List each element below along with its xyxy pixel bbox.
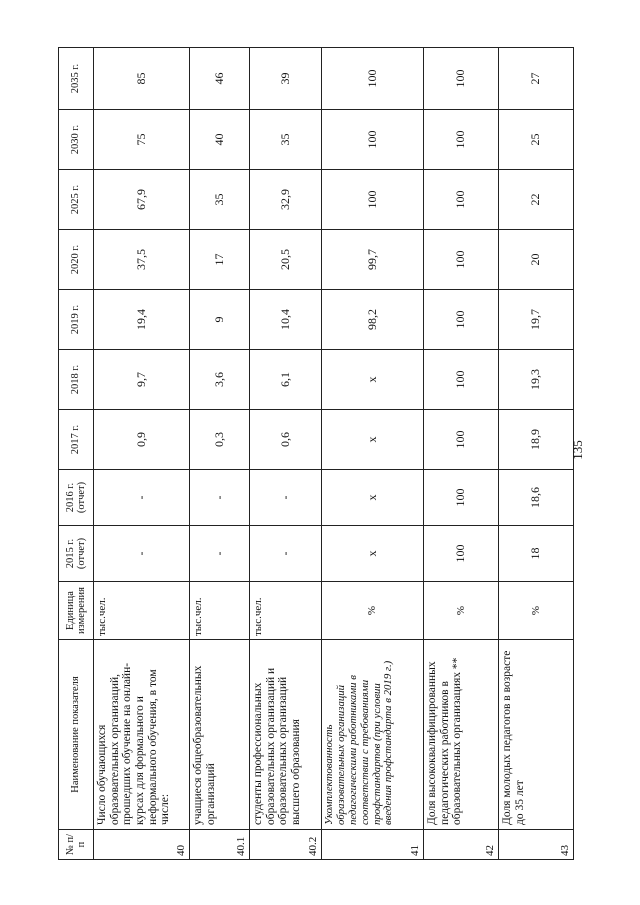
value-cell: 46	[190, 48, 250, 110]
unit-cell: тыс.чел.	[94, 582, 190, 640]
table-row	[190, 48, 250, 860]
value-cell: 25	[499, 110, 574, 170]
value-cell: 39	[250, 48, 322, 110]
value-cell: x	[322, 470, 424, 526]
header-cell: № п/п	[59, 830, 94, 860]
value-cell: 0,9	[94, 410, 190, 470]
value-cell: x	[322, 526, 424, 582]
table-row	[424, 48, 499, 860]
row-number: 42	[424, 830, 499, 860]
value-cell: -	[94, 526, 190, 582]
value-cell: 3,6	[190, 350, 250, 410]
value-cell: 99,7	[322, 230, 424, 290]
header-cell: 2030 г.	[59, 110, 94, 170]
value-cell: 85	[94, 48, 190, 110]
header-cell: 2016 г. (отчет)	[59, 470, 94, 526]
table-body	[94, 48, 574, 860]
value-cell: 17	[190, 230, 250, 290]
table-row	[499, 48, 574, 860]
value-cell: 20,5	[250, 230, 322, 290]
value-cell: -	[250, 470, 322, 526]
unit-cell: %	[322, 582, 424, 640]
row-number: 40.2	[250, 830, 322, 860]
value-cell: x	[322, 350, 424, 410]
value-cell: 6,1	[250, 350, 322, 410]
value-cell: 10,4	[250, 290, 322, 350]
value-cell: 100	[322, 48, 424, 110]
value-cell: 20	[499, 230, 574, 290]
value-cell: 100	[424, 350, 499, 410]
value-cell: 35	[250, 110, 322, 170]
value-cell: -	[250, 526, 322, 582]
indicator-name: Число обучающихся образовательных организаций, прошедших обучение на онлайн-курсах для формального и неформального обучения, в том числе:	[94, 640, 190, 830]
header-cell: 2025 г.	[59, 170, 94, 230]
value-cell: 27	[499, 48, 574, 110]
header-cell: 2019 г.	[59, 290, 94, 350]
header-cell: 2020 г.	[59, 230, 94, 290]
value-cell: 100	[424, 526, 499, 582]
value-cell: 100	[322, 110, 424, 170]
row-number: 40.1	[190, 830, 250, 860]
value-cell: -	[94, 470, 190, 526]
table-row	[322, 48, 424, 860]
table-row	[250, 48, 322, 860]
value-cell: -	[190, 526, 250, 582]
value-cell: x	[322, 410, 424, 470]
value-cell: 100	[322, 170, 424, 230]
value-cell: 100	[424, 110, 499, 170]
value-cell: 75	[94, 110, 190, 170]
indicator-name: Укомплектованность образовательных организаций педагогическими работниками в соответствии с требованиями профстандартов (при условии введения профстандарта в 2019 г.)	[322, 640, 424, 830]
value-cell: 18,9	[499, 410, 574, 470]
indicator-name: студенты профессиональных образовательных организаций и образовательных организаций высшего образования	[250, 640, 322, 830]
value-cell: 9	[190, 290, 250, 350]
unit-cell: %	[424, 582, 499, 640]
value-cell: 19,3	[499, 350, 574, 410]
value-cell: 100	[424, 170, 499, 230]
value-cell: 19,7	[499, 290, 574, 350]
header-cell: Наименование показателя	[59, 640, 94, 830]
row-number: 41	[322, 830, 424, 860]
value-cell: 18,6	[499, 470, 574, 526]
header-cell: 2035 г.	[59, 48, 94, 110]
unit-cell: тыс.чел.	[250, 582, 322, 640]
indicators-table	[58, 47, 574, 860]
header-cell: 2018 г.	[59, 350, 94, 410]
value-cell: 100	[424, 230, 499, 290]
value-cell: 100	[424, 48, 499, 110]
value-cell: 0,3	[190, 410, 250, 470]
unit-cell: тыс.чел.	[190, 582, 250, 640]
row-number: 40	[94, 830, 190, 860]
value-cell: 100	[424, 290, 499, 350]
unit-cell: %	[499, 582, 574, 640]
value-cell: 19,4	[94, 290, 190, 350]
value-cell: 22	[499, 170, 574, 230]
indicator-name: Доля молодых педагогов в возрасте до 35 лет	[499, 640, 574, 830]
indicator-name: Доля высококвалифицированных педагогических работников в образовательных организациях **	[424, 640, 499, 830]
header-row	[59, 48, 94, 860]
value-cell: 0,6	[250, 410, 322, 470]
value-cell: 35	[190, 170, 250, 230]
value-cell: 9,7	[94, 350, 190, 410]
table-wrapper	[58, 48, 571, 860]
value-cell: -	[190, 470, 250, 526]
value-cell: 98,2	[322, 290, 424, 350]
value-cell: 100	[424, 410, 499, 470]
value-cell: 67,9	[94, 170, 190, 230]
value-cell: 18	[499, 526, 574, 582]
table-row	[94, 48, 190, 860]
row-number: 43	[499, 830, 574, 860]
page-number: 135	[570, 440, 585, 460]
header-cell: Единица измерения	[59, 582, 94, 640]
indicator-name: учащиеся общеобразовательных организаций	[190, 640, 250, 830]
value-cell: 40	[190, 110, 250, 170]
value-cell: 32,9	[250, 170, 322, 230]
value-cell: 100	[424, 470, 499, 526]
header-cell: 2015 г. (отчет)	[59, 526, 94, 582]
value-cell: 37,5	[94, 230, 190, 290]
header-cell: 2017 г.	[59, 410, 94, 470]
